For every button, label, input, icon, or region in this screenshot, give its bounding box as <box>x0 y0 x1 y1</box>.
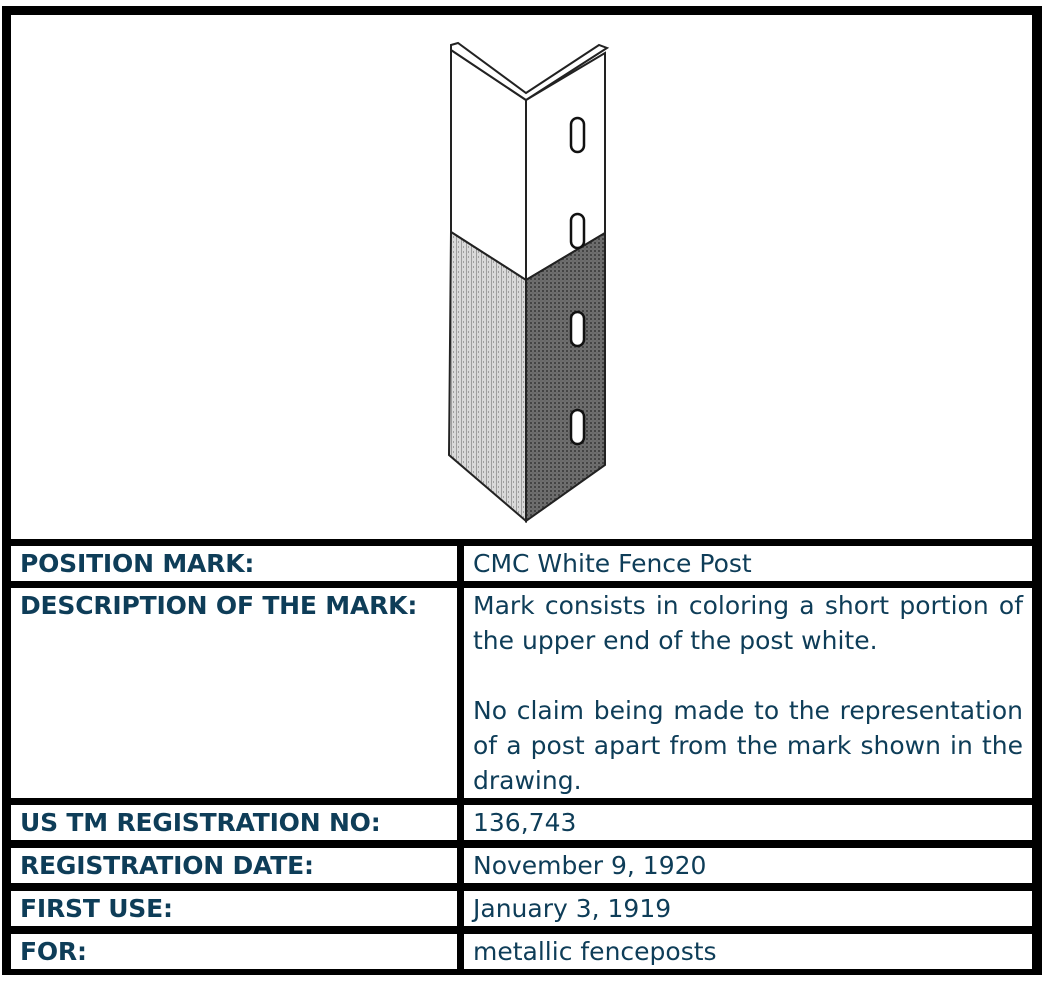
position-mark-text: CMC White Fence Post <box>473 549 752 578</box>
description-paragraph-1: Mark consists in coloring a short portion of the upper end of the post white. <box>473 591 1023 655</box>
value-for <box>464 934 1032 969</box>
registration-date-text: November 9, 1920 <box>473 851 707 880</box>
value-first-use <box>464 891 1032 926</box>
fence-post-drawing <box>11 15 1032 539</box>
trademark-table <box>2 6 1042 975</box>
first-use-text: January 3, 1919 <box>473 894 672 923</box>
for-text: metallic fenceposts <box>473 937 717 966</box>
label-for: FOR: <box>11 934 457 969</box>
label-description: DESCRIPTION OF THE MARK: <box>11 588 457 798</box>
label-first-use: FIRST USE: <box>11 891 457 926</box>
value-description <box>464 588 1032 798</box>
description-paragraph-2: No claim being made to the representation of a post apart from the mark shown in the drawing. <box>473 696 1023 795</box>
value-position-mark <box>464 546 1032 581</box>
registration-no-text: 136,743 <box>473 808 577 837</box>
value-registration-date <box>464 848 1032 883</box>
value-registration-no <box>464 805 1032 840</box>
drawing-panel <box>11 15 1032 539</box>
label-registration-date: REGISTRATION DATE: <box>11 848 457 883</box>
label-registration-no: US TM REGISTRATION NO: <box>11 805 457 840</box>
label-position-mark: POSITION MARK: <box>11 546 457 581</box>
